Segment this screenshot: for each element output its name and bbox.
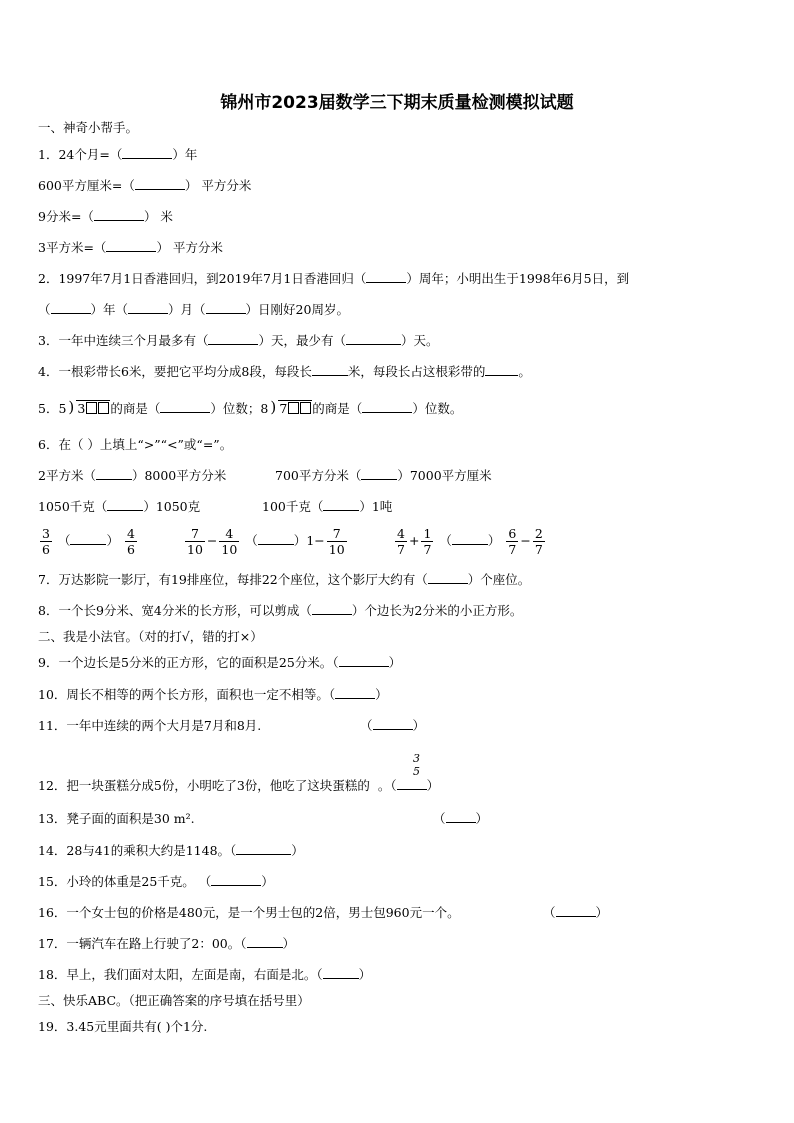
answer-blank[interactable] bbox=[346, 333, 401, 345]
answer-blank[interactable] bbox=[339, 655, 389, 667]
answer-blank[interactable] bbox=[106, 240, 156, 252]
answer-blank[interactable] bbox=[94, 209, 144, 221]
question-2-line-2: （ ）年（ ）月（ ）日刚好20周岁。 bbox=[38, 302, 349, 317]
answer-blank[interactable] bbox=[312, 603, 352, 615]
answer-blank[interactable] bbox=[428, 572, 468, 584]
answer-blank[interactable] bbox=[312, 364, 348, 376]
section-3-heading: 三、快乐ABC。（把正确答案的序号填在括号里） bbox=[38, 993, 310, 1008]
question-1-a: 1．24个月=（ ）年 bbox=[38, 147, 198, 162]
question-17: 17．一辆汽车在路上行驶了2：00。（ ） bbox=[38, 936, 296, 951]
question-6-fraction-row-c: $\frac{4}{7}$ + $\frac{1}{7}$ （ ） $\frac{6}{7}$ − $\frac{2}{7}$ bbox=[397, 526, 543, 557]
question-12-fraction: 3 5 bbox=[413, 752, 420, 778]
question-3: 3．一年中连续三个月最多有（ ）天，最少有（ ）天。 bbox=[38, 333, 439, 348]
answer-blank[interactable] bbox=[206, 302, 246, 314]
question-1-c: 9分米=（ ） 米 bbox=[38, 209, 173, 224]
divisor: 5 bbox=[58, 401, 67, 416]
answer-blank[interactable] bbox=[70, 533, 106, 545]
question-2-line-1: 2．1997年7月1日香港回归，到2019年7月1日香港回归（ ）周年；小明出生于1998年6月5日，到 bbox=[38, 271, 630, 286]
fraction: $\frac{1}{7}$ bbox=[423, 526, 432, 557]
fraction: $\frac{6}{7}$ bbox=[508, 526, 517, 557]
answer-blank[interactable] bbox=[128, 302, 168, 314]
answer-blank[interactable] bbox=[247, 936, 283, 948]
fraction: $\frac{3}{6}$ bbox=[42, 526, 50, 557]
question-6-row-2b: 100千克（ ）1吨 bbox=[262, 499, 393, 514]
answer-blank[interactable] bbox=[556, 905, 596, 917]
question-6-row-2a: 1050千克（ ）1050克 bbox=[38, 499, 201, 514]
answer-blank[interactable] bbox=[208, 333, 258, 345]
answer-blank[interactable] bbox=[323, 499, 359, 511]
question-7: 7．万达影院一影厅，有19排座位，每排22个座位，这个影厅大约有（ ）个座位。 bbox=[38, 572, 531, 587]
question-4: 4．一根彩带长6米，要把它平均分成8段，每段长 米，每段长占这根彩带的 。 bbox=[38, 364, 531, 379]
fraction: $\frac{4}{7}$ bbox=[397, 526, 405, 557]
answer-blank[interactable] bbox=[362, 401, 412, 413]
section-1-heading: 一、神奇小帮手。 bbox=[38, 120, 139, 135]
section-2-heading: 二、我是小法官。（对的打√，错的打×） bbox=[38, 629, 263, 644]
question-9: 9．一个边长是5分米的正方形，它的面积是25分米。（ ） bbox=[38, 655, 402, 670]
question-10: 10．周长不相等的两个长方形，面积也一定不相等。（ ） bbox=[38, 687, 388, 702]
answer-blank[interactable] bbox=[236, 843, 291, 855]
answer-blank[interactable] bbox=[160, 401, 210, 413]
question-15: 15．小玲的体重是25千克。 （ ） bbox=[38, 874, 274, 889]
answer-blank[interactable] bbox=[452, 533, 488, 545]
question-16-answer: （ ） bbox=[543, 905, 609, 920]
digit-box[interactable] bbox=[98, 402, 109, 414]
fraction: $\frac{4}{6}$ bbox=[126, 526, 135, 557]
answer-blank[interactable] bbox=[122, 147, 172, 159]
answer-blank[interactable] bbox=[335, 687, 375, 699]
question-12: 12．把一块蛋糕分成5份，小明吃了3份，他吃了这块蛋糕的 。（ ） bbox=[38, 778, 440, 793]
answer-blank[interactable] bbox=[373, 718, 413, 730]
question-6-row-1a: 2平方米（ ）8000平方分米 bbox=[38, 468, 227, 483]
question-14: 14．28与41的乘积大约是1148。（ ） bbox=[38, 843, 304, 858]
question-1-d: 3平方米=（ ） 平方分米 bbox=[38, 240, 223, 255]
question-16: 16．一个女士包的价格是480元，是一个男士包的2倍，男士包960元一个。 bbox=[38, 905, 460, 920]
answer-blank[interactable] bbox=[211, 874, 261, 886]
long-division-bracket: ) 7 bbox=[270, 400, 312, 417]
question-8: 8．一个长9分米、宽4分米的长方形，可以剪成（ ）个边长为2分米的小正方形。 bbox=[38, 603, 523, 618]
answer-blank[interactable] bbox=[485, 364, 518, 376]
question-13: 13．凳子面的面积是30 m². bbox=[38, 811, 195, 826]
page-title: 锦州市2023届数学三下期末质量检测模拟试题 bbox=[220, 93, 574, 113]
answer-blank[interactable] bbox=[107, 499, 143, 511]
answer-blank[interactable] bbox=[135, 178, 185, 190]
question-6-fraction-row-b: $\frac{7}{10}$ − $\frac{4}{10}$ （ ）1− $\frac{7}{10}$ bbox=[187, 526, 345, 557]
fraction: $\frac{2}{7}$ bbox=[534, 526, 543, 557]
answer-blank[interactable] bbox=[258, 533, 294, 545]
answer-blank[interactable] bbox=[397, 778, 427, 790]
digit-box[interactable] bbox=[300, 402, 311, 414]
fraction: $\frac{7}{10}$ bbox=[187, 526, 203, 557]
digit-box[interactable] bbox=[288, 402, 299, 414]
question-13-answer: （ ） bbox=[433, 811, 489, 826]
question-11-answer: （ ） bbox=[360, 718, 426, 733]
fraction: $\frac{7}{10}$ bbox=[328, 526, 345, 557]
question-1-b: 600平方厘米=（ ） 平方分米 bbox=[38, 178, 252, 193]
answer-blank[interactable] bbox=[323, 967, 359, 979]
digit-box[interactable] bbox=[86, 402, 97, 414]
question-19: 19．3.45元里面共有( )个1分. bbox=[38, 1019, 208, 1034]
fraction: $\frac{4}{10}$ bbox=[221, 526, 238, 557]
answer-blank[interactable] bbox=[361, 468, 397, 480]
question-6: 6．在（ ）上填上“>”“<”或“=”。 bbox=[38, 437, 233, 452]
answer-blank[interactable] bbox=[366, 271, 406, 283]
question-6-fraction-row-a: $\frac{3}{6}$ （ ） $\frac{4}{6}$ bbox=[42, 526, 135, 557]
answer-blank[interactable] bbox=[96, 468, 132, 480]
question-18: 18．早上，我们面对太阳，左面是南，右面是北。（ ） bbox=[38, 967, 372, 982]
divisor: 8 bbox=[260, 401, 269, 416]
question-6-row-1b: 700平方分米（ ）7000平方厘米 bbox=[275, 468, 492, 483]
long-division-bracket: ) 3 bbox=[68, 400, 110, 417]
question-11: 11．一年中连续的两个大月是7月和8月. bbox=[38, 718, 262, 733]
answer-blank[interactable] bbox=[446, 811, 476, 823]
answer-blank[interactable] bbox=[51, 302, 91, 314]
question-5: 5．5 ) 3 的商是（ ）位数；8 ) 7 的商是（ ）位数。 bbox=[38, 398, 463, 416]
